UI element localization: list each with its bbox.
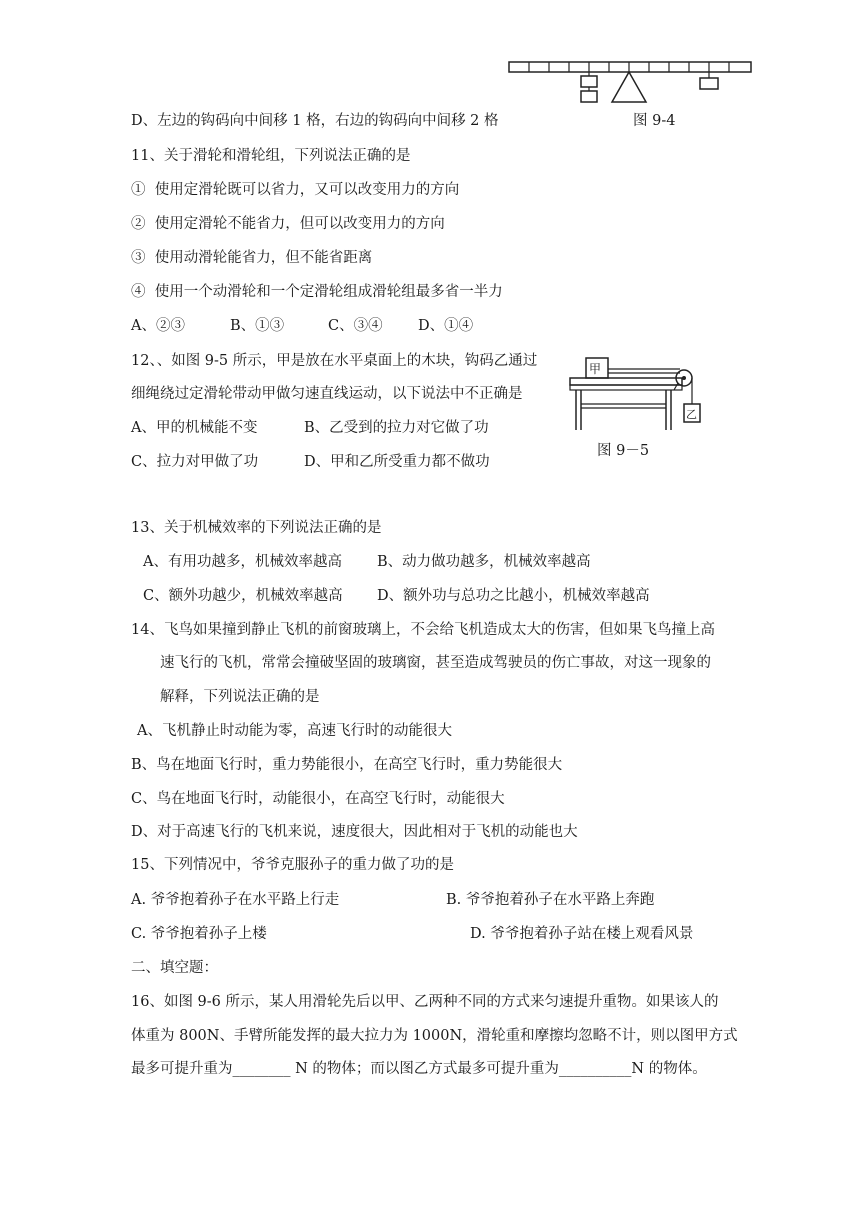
q16-line-3: 最多可提升重为________ N 的物体；而以图乙方式最多可提升重为__________N 的物体。 bbox=[131, 1061, 707, 1077]
q12-option-b: B、乙受到的拉力对它做了功 bbox=[304, 420, 489, 436]
q14-stem-line-2: 速飞行的飞机，常常会撞破坚固的玻璃窗，甚至造成驾驶员的伤亡事故，对这一现象的 bbox=[160, 655, 711, 671]
q12-option-a: A、甲的机械能不变 bbox=[131, 420, 258, 436]
q15-option-a: A. 爷爷抱着孙子在水平路上行走 bbox=[131, 892, 340, 908]
q15-option-b: B. 爷爷抱着孙子在水平路上奔跑 bbox=[446, 892, 655, 908]
q12-option-d: D、甲和乙所受重力都不做功 bbox=[304, 454, 490, 470]
q11-option-a: A、②③ bbox=[131, 318, 185, 334]
figure-9-5-hook-label: 乙 bbox=[686, 408, 697, 421]
q13-option-c: C、额外功越少，机械效率越高 bbox=[143, 588, 343, 604]
q16-line-1: 16、如图 9-6 所示，某人用滑轮先后以甲、乙两种不同的方式来匀速提升重物。如果该人的 bbox=[131, 994, 719, 1010]
q15-option-c: C. 爷爷抱着孙子上楼 bbox=[131, 926, 267, 942]
q13-stem: 13、关于机械效率的下列说法正确的是 bbox=[131, 520, 382, 536]
q11-statement-2: ② 使用定滑轮不能省力，但可以改变用力的方向 bbox=[131, 216, 445, 232]
section-2-title: 二、填空题： bbox=[131, 960, 218, 976]
q11-stem: 11、关于滑轮和滑轮组，下列说法正确的是 bbox=[131, 148, 411, 164]
figure-9-4-caption: 图 9-4 bbox=[633, 113, 676, 129]
q12-stem-line-1: 12、、如图 9-5 所示，甲是放在水平桌面上的木块，钩码乙通过 bbox=[131, 353, 538, 369]
q12-option-c: C、拉力对甲做了功 bbox=[131, 454, 259, 470]
q13-option-a: A、有用功越多，机械效率越高 bbox=[143, 554, 342, 570]
q12-stem-line-2: 细绳绕过定滑轮带动甲做匀速直线运动，以下说法中不正确是 bbox=[131, 386, 523, 402]
figure-9-4-lever bbox=[505, 58, 755, 108]
q15-option-d: D. 爷爷抱着孙子站在楼上观看风景 bbox=[470, 926, 694, 942]
q11-option-d: D、①④ bbox=[418, 318, 474, 334]
q13-option-b: B、动力做功越多，机械效率越高 bbox=[377, 554, 591, 570]
q11-option-b: B、①③ bbox=[230, 318, 285, 334]
q14-option-b: B、鸟在地面飞行时，重力势能很小，在高空飞行时，重力势能很大 bbox=[131, 757, 563, 773]
q14-stem-line-3: 解释，下列说法正确的是 bbox=[160, 689, 320, 705]
q11-statement-1: ① 使用定滑轮既可以省力，又可以改变用力的方向 bbox=[131, 182, 460, 198]
q14-option-d: D、对于高速飞行的飞机来说，速度很大，因此相对于飞机的动能也大 bbox=[131, 824, 578, 840]
q15-stem: 15、下列情况中，爷爷克服孙子的重力做了功的是 bbox=[131, 857, 454, 873]
figure-9-5-block-label: 甲 bbox=[589, 362, 602, 376]
figure-9-5-caption: 图 9－5 bbox=[597, 443, 650, 459]
q14-option-a: A、飞机静止时动能为零，高速飞行时的动能很大 bbox=[137, 723, 452, 739]
q11-option-c: C、③④ bbox=[328, 318, 383, 334]
q14-option-c: C、鸟在地面飞行时，动能很小，在高空飞行时，动能很大 bbox=[131, 791, 505, 807]
q11-statement-4: ④ 使用一个动滑轮和一个定滑轮组成滑轮组最多省一半力 bbox=[131, 284, 503, 300]
q10-option-d: D、左边的钩码向中间移 1 格，右边的钩码向中间移 2 格 bbox=[131, 113, 499, 129]
figure-9-5-table-pulley bbox=[566, 352, 706, 432]
q13-option-d: D、额外功与总功之比越小，机械效率越高 bbox=[377, 588, 650, 604]
q16-line-2: 体重为 800N、手臂所能发挥的最大拉力为 1000N，滑轮重和摩擦均忽略不计，则以图甲方式 bbox=[131, 1028, 738, 1044]
q14-stem-line-1: 14、飞鸟如果撞到静止飞机的前窗玻璃上，不会给飞机造成太大的伤害，但如果飞鸟撞上高 bbox=[131, 622, 715, 638]
q11-statement-3: ③ 使用动滑轮能省力，但不能省距离 bbox=[131, 250, 373, 266]
